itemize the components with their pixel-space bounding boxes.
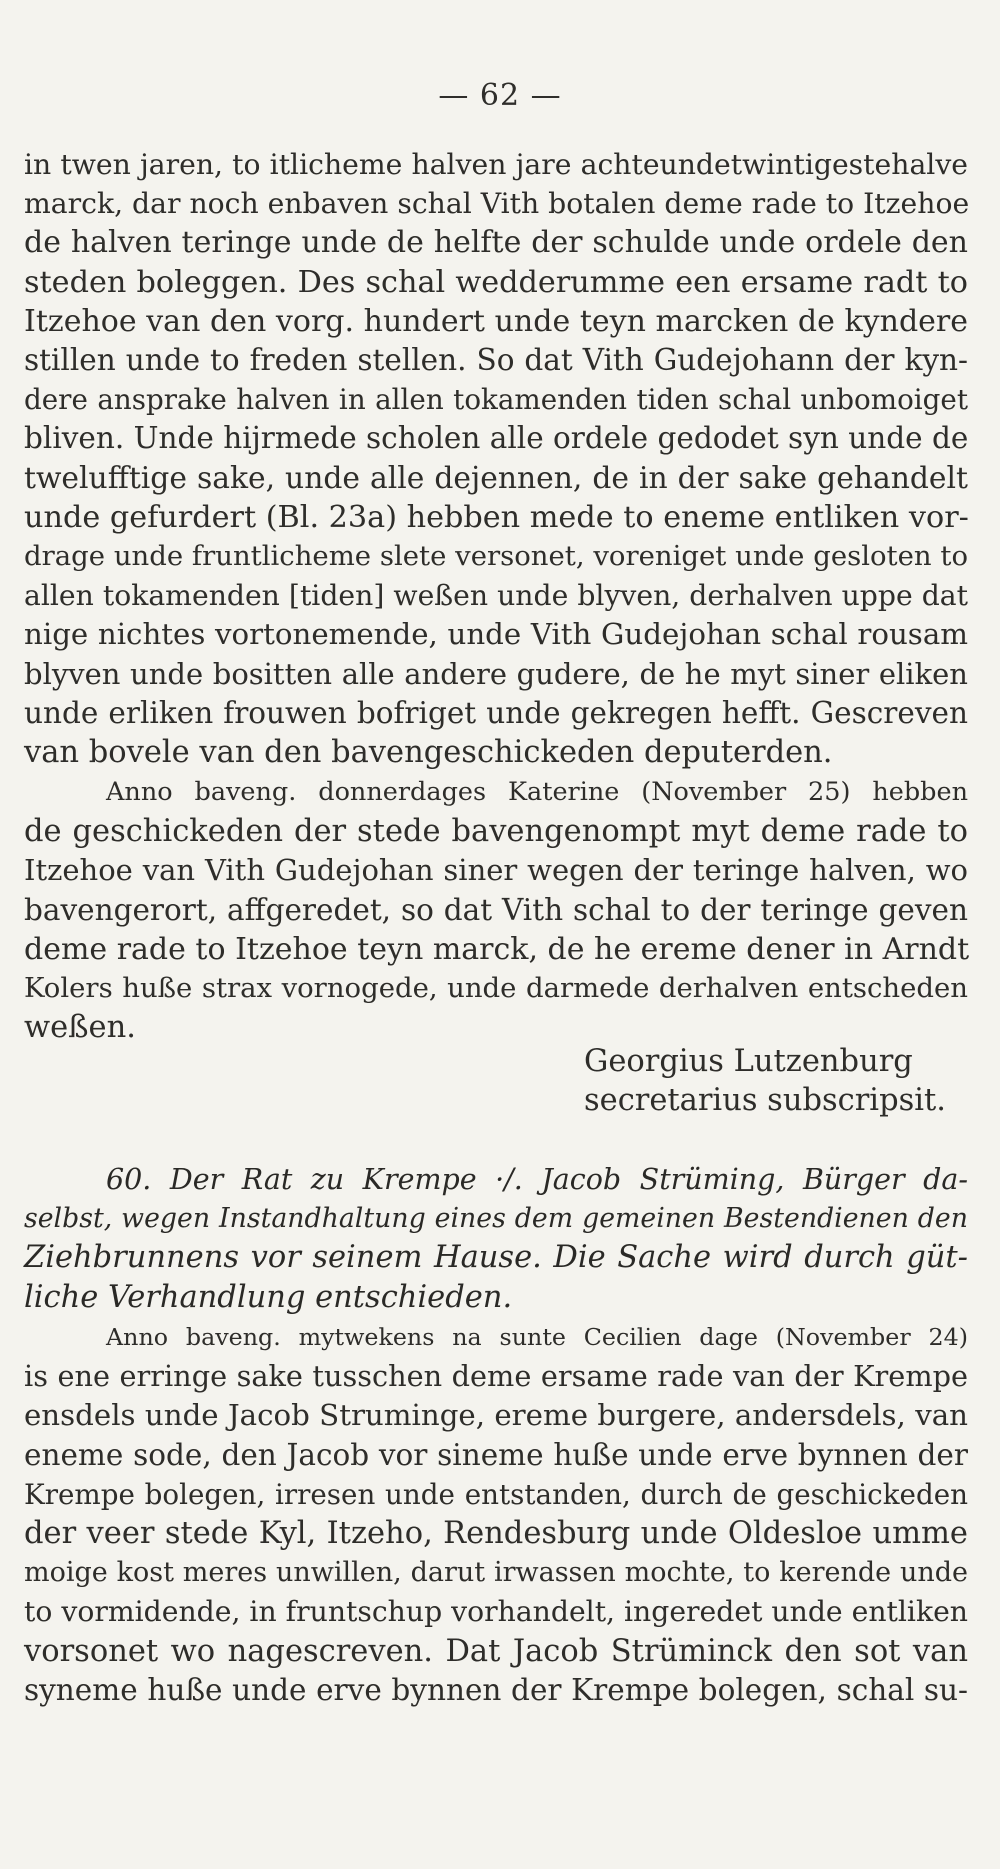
text-line: vorsonet wo nagescreven. Dat Jacob Strüminck den sot van: [24, 1633, 968, 1669]
text-line: unde erliken frouwen bofriget unde gekregen hefft. Gescreven: [24, 695, 968, 730]
text-line: weßen.: [24, 1010, 136, 1046]
text-line: steden boleggen. Des schal wedderumme een ersame radt to: [24, 264, 968, 300]
text-line: nige nichtes vortonemende, unde Vith Gudejohan schal rousam: [24, 617, 968, 652]
text-line: moige kost meres unwillen, darut irwassen mochte, to kerende unde: [24, 1557, 968, 1589]
signature-title: secretarius subscripsit.: [584, 1083, 946, 1119]
text-line: syneme huße unde erve bynnen der Krempe bolegen, schal su-: [24, 1672, 968, 1707]
text-line: Anno baveng. donnerdages Katerine (November 25) hebben: [106, 777, 968, 807]
text-line: twelufftige sake, unde alle dejennen, de in der sake gehandelt: [24, 460, 968, 496]
text-line: to vormidende, in fruntschup vorhandelt, ingeredet unde entliken: [24, 1595, 968, 1629]
text-line: marck, dar noch enbaven schal Vith botalen deme rade to Itzehoe: [24, 187, 970, 221]
text-line: Anno baveng. mytwekens na sunte Cecilien dage (November 24): [106, 1323, 968, 1351]
paragraph-anno-donnerdages: [24, 773, 968, 1047]
text-line: allen tokamenden [tiden] weßen unde blyven, derhalven uppe dat: [24, 579, 968, 613]
text-line: Kolers huße strax vornogede, unde darmede derhalven entscheden: [24, 972, 968, 1005]
paragraph-continuation: [24, 145, 968, 772]
text-line: dere ansprake halven in allen tokamenden tiden schal unbomoiget: [24, 383, 968, 417]
text-line: bliven. Unde hijrmede scholen alle ordele gedodet syn unde de: [24, 421, 969, 456]
text-line: stillen unde to freden stellen. So dat Vith Gudejohann der kyn-: [24, 343, 968, 378]
text-line: Itzehoe van den vorg. hundert unde teyn marcken de kyndere: [24, 303, 968, 339]
text-line: unde gefurdert (Bl. 23a) hebben mede to eneme entliken vor-: [24, 499, 969, 535]
heading-line: 60. Der Rat zu Krempe ·/. Jacob Strüming, Bürger da-: [106, 1163, 968, 1196]
text-line: der veer stede Kyl, Itzeho, Rendesburg unde Oldesloe umme: [24, 1516, 968, 1552]
text-line: eneme sode, den Jacob vor sineme huße unde erve bynnen der: [24, 1437, 968, 1472]
text-line: de geschickeden der stede bavengenompt myt deme rade to: [24, 814, 968, 850]
text-line: in twen jaren, to itlicheme halven jare achteundetwintigestehalve: [24, 148, 968, 181]
page-number: — 62 —: [438, 78, 562, 113]
heading-line: liche Verhandlung entschieden.: [24, 1279, 513, 1315]
text-line: de halven teringe unde de helfte der schulde unde ordele den: [24, 225, 968, 261]
heading-line: selbst, wegen Instandhaltung eines dem gemeinen Bestendienen den: [24, 1203, 968, 1235]
signature-name: Georgius Lutzenburg: [584, 1044, 913, 1079]
text-line: ensdels unde Jacob Struminge, ereme burgere, andersdels, van: [24, 1398, 968, 1433]
signature-block: [24, 1042, 968, 1120]
text-line: van bovele van den bavengeschickeden deputerden.: [24, 735, 833, 771]
paragraph-anno-mytwekens: [24, 1318, 968, 1710]
text-line: Itzehoe van Vith Gudejohan siner wegen der teringe halven, wo: [24, 853, 968, 888]
text-line: blyven unde bositten alle andere gudere, de he myt siner eliken: [24, 656, 968, 691]
text-line: Krempe bolegen, irresen unde entstanden, durch de geschickeden: [24, 1477, 968, 1511]
text-line: is ene erringe sake tusschen deme ersame rade van der Krempe: [24, 1359, 968, 1394]
entry-heading: [24, 1160, 968, 1317]
heading-line: Ziehbrunnens vor seinem Hause. Die Sache wird durch güt-: [24, 1240, 968, 1276]
text-line: drage unde fruntlicheme slete versonet, voreniget unde gesloten to: [24, 540, 968, 573]
text-line: deme rade to Itzehoe teyn marck, de he ereme dener in Arndt: [24, 931, 970, 967]
text-line: bavengerort, affgeredet, so dat Vith schal to der teringe geven: [24, 892, 968, 927]
